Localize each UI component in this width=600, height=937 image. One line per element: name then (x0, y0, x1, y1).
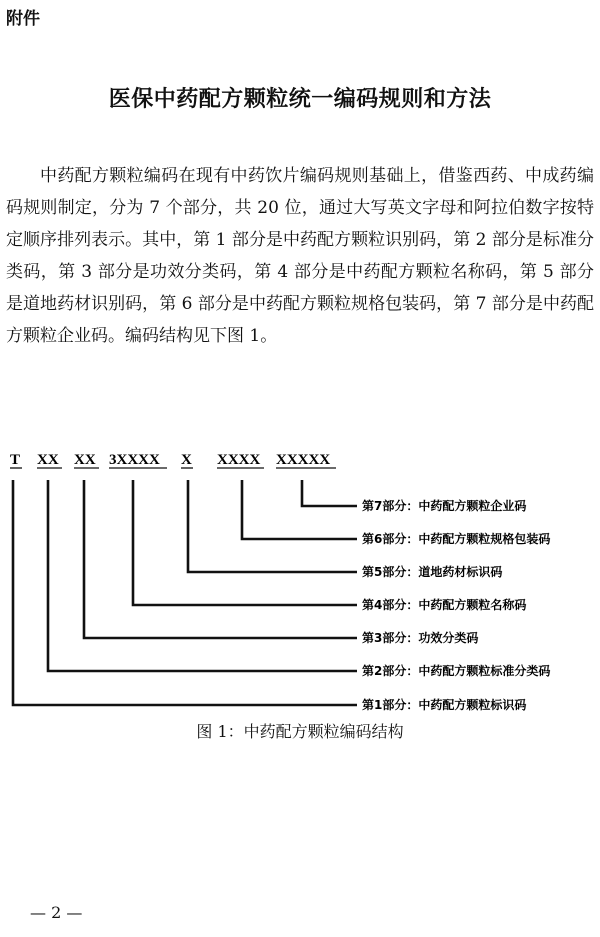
code-part-7: XXXXX (276, 452, 331, 468)
part-label-3: 第3部分：功效分类码 (362, 631, 479, 645)
part-label-1: 第1部分：中药配方颗粒标识码 (362, 698, 527, 712)
part-label-7: 第7部分：中药配方颗粒企业码 (362, 499, 527, 513)
code-part-6: XXXX (217, 452, 261, 468)
connector-part-7 (302, 480, 357, 506)
figure-caption: 图 1：中药配方颗粒编码结构 (196, 722, 404, 741)
code-structure-diagram (0, 440, 600, 718)
part-label-5: 第5部分：道地药材标识码 (362, 565, 503, 579)
part-label-2: 第2部分：中药配方颗粒标准分类码 (362, 664, 551, 678)
connector-part-5 (188, 480, 357, 572)
code-part-1: T (10, 452, 21, 468)
code-part-2: XX (37, 452, 59, 468)
connector-part-3 (84, 480, 357, 638)
connector-part-2 (48, 480, 357, 671)
part-label-4: 第4部分：中药配方颗粒名称码 (362, 598, 527, 612)
attachment-label: 附件 (6, 9, 40, 29)
page-number: — 2 — (30, 903, 83, 922)
code-part-5: X (181, 452, 192, 468)
part-label-6: 第6部分：中药配方颗粒规格包装码 (362, 532, 551, 546)
document-title: 医保中药配方颗粒统一编码规则和方法 (108, 87, 492, 112)
connector-part-6 (242, 480, 357, 539)
connector-part-4 (133, 480, 357, 605)
code-part-4: 3XXXX (109, 452, 160, 468)
body-paragraph: 中药配方颗粒编码在现有中药饮片编码规则基础上，借鉴西药、中成药编码规则制定，分为 7 个部分，共 20 位，通过大写英文字母和阿拉伯数字按特定顺序排列表示。其中，第 1 部分是中药配方颗粒识别码，第 2 部分是标准分类码，第 3 部分是功效分类码，第 4 部分是中药配方颗粒名称码，第 5 部分是道地药材识别码，第 6 部分是中药配方颗粒规格包装码，第 7 部分是中药配方颗粒企业码。编码结构见下图 1。 (6, 166, 594, 346)
code-part-3: XX (74, 452, 96, 468)
